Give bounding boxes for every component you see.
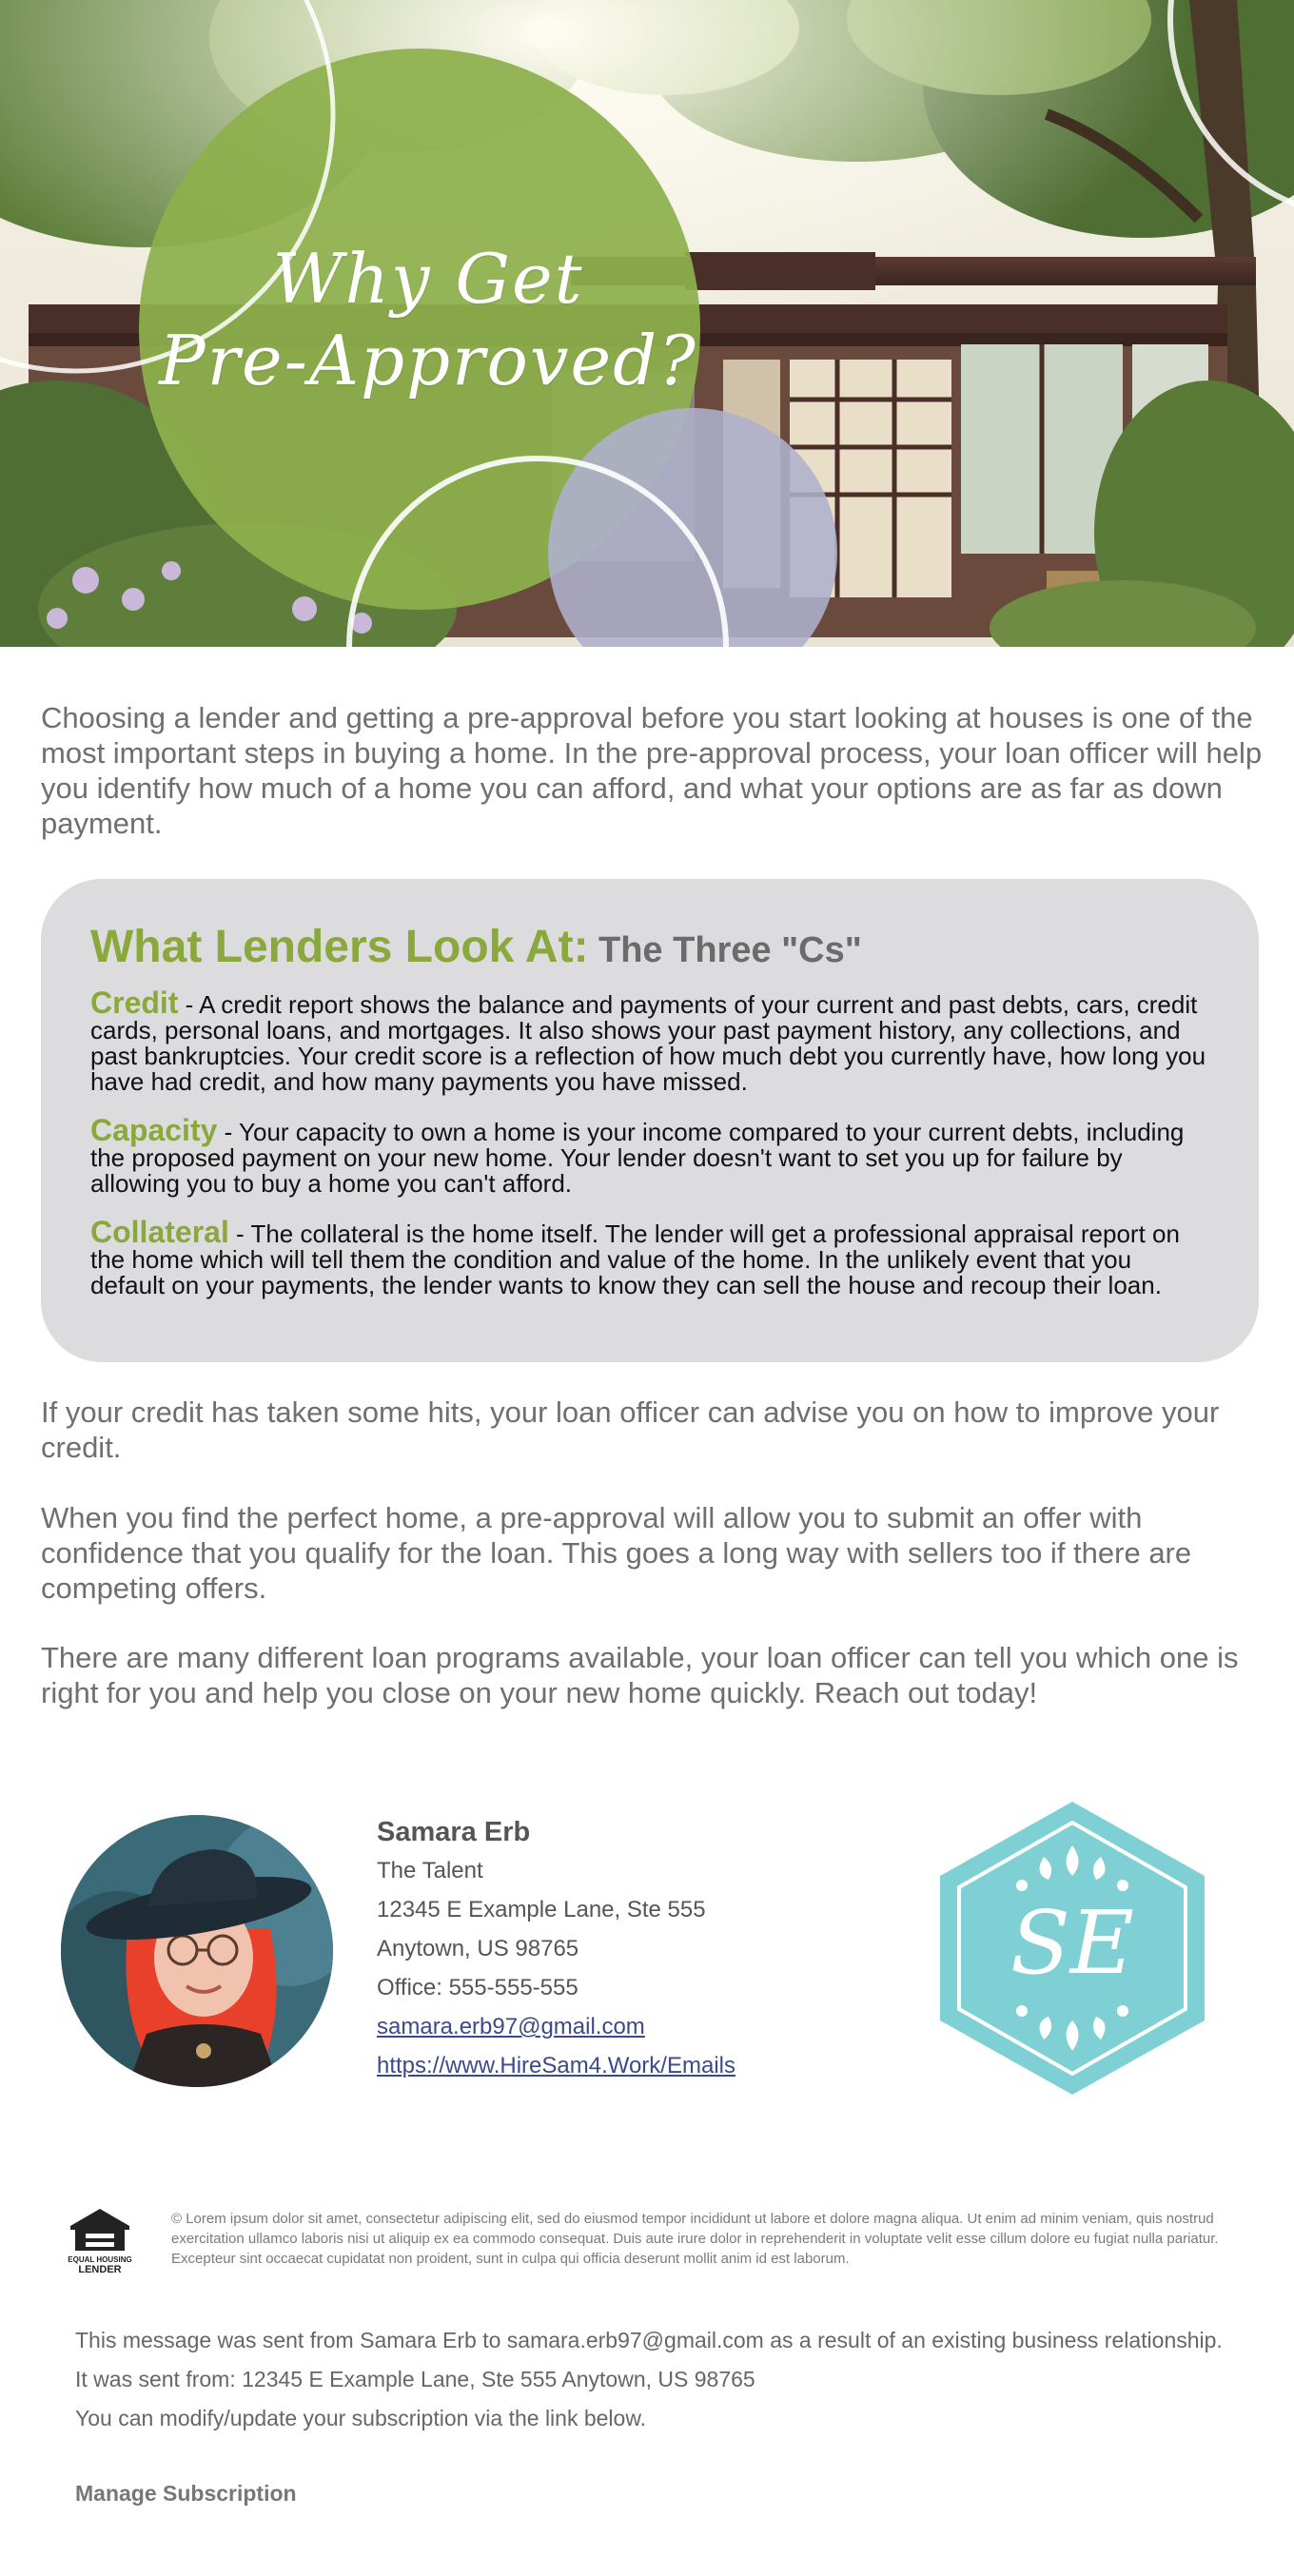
manage-subscription-link[interactable]: Manage Subscription bbox=[75, 2481, 297, 2506]
capacity-item bbox=[90, 1113, 1211, 1198]
three-cs-heading bbox=[90, 921, 1211, 973]
three-cs-subtitle: The Three "Cs" bbox=[598, 930, 862, 970]
footer-sent-line: This message was sent from Samara Erb to samara.erb97@gmail.com as a result of an existing business relationship. bbox=[75, 2328, 1223, 2352]
hero-banner bbox=[0, 0, 1294, 647]
contact-website-link[interactable]: https://www.HireSam4.Work/Emails bbox=[377, 2053, 735, 2078]
ehl-line1: EQUAL HOUSING bbox=[68, 2255, 132, 2264]
hero-title-line2: Pre-Approved? bbox=[159, 321, 697, 400]
contact-address-line1: 12345 E Example Lane, Ste 555 bbox=[377, 1897, 706, 1922]
avatar-photo bbox=[61, 1815, 333, 2087]
logo-monogram-text: SE bbox=[1010, 1892, 1135, 1994]
monogram-hexagon-logo bbox=[934, 1798, 1210, 2098]
collateral-text: - The collateral is the home itself. The lender will get a professional appraisal report on the home which will tell them the condition and value of the home. In the unlikely event that you default on your payments, the lender wants to know they can sell the house and recoup their loan. bbox=[90, 1220, 1180, 1299]
contact-address-line2: Anytown, US 98765 bbox=[377, 1936, 579, 1961]
capacity-term: Capacity bbox=[90, 1113, 218, 1147]
footer-modify-line: You can modify/update your subscription via the link below. bbox=[75, 2406, 647, 2430]
brand-logo bbox=[934, 1798, 1210, 2098]
contact-office-phone: Office: 555-555-555 bbox=[377, 1975, 578, 2000]
avatar bbox=[61, 1815, 333, 2087]
ehl-line2: LENDER bbox=[78, 2264, 122, 2275]
contact-name: Samara Erb bbox=[377, 1817, 531, 1847]
collateral-item bbox=[90, 1215, 1211, 1299]
credit-term: Credit bbox=[90, 986, 179, 1020]
intro-paragraph: Choosing a lender and getting a pre-approval before you start looking at houses is one of the most important steps in buying a home. In the pre-approval process, your loan officer will help you identify how much of a home you can afford, and what your options are as far as down payment. bbox=[41, 701, 1263, 840]
contact-email-link[interactable]: samara.erb97@gmail.com bbox=[377, 2014, 645, 2039]
footer-from-line: It was sent from: 12345 E Example Lane, Ste 555 Anytown, US 98765 bbox=[75, 2367, 755, 2391]
credit-item bbox=[90, 986, 1211, 1096]
offer-paragraph: When you find the perfect home, a pre-approval will allow you to submit an offer with confidence that you qualify for the loan. This goes a long way with sellers too if there are competing offers. bbox=[41, 1501, 1192, 1605]
contact-card bbox=[377, 1813, 872, 2085]
credit-advice-paragraph: If your credit has taken some hits, your loan officer can advise you on how to improve your credit. bbox=[41, 1395, 1220, 1464]
footer-notice bbox=[75, 2321, 1265, 2438]
hero-title-line1: Why Get bbox=[272, 239, 584, 319]
collateral-term: Collateral bbox=[90, 1215, 229, 1249]
credit-text: - A credit report shows the balance and payments of your current and past debts, cars, credit cards, personal loans, and mortgages. It also shows your past payment history, any collections, and past bankruptcies. Your credit score is a reflection of how much debt you currently have, how long you have had credit, and how many payments you have missed. bbox=[90, 990, 1206, 1096]
three-cs-title: What Lenders Look At: bbox=[90, 922, 589, 972]
capacity-text: - Your capacity to own a home is your income compared to your current debts, including the proposed payment on your new home. Your lender doesn't want to set you up for failure by allowing you to buy a home you can't afford. bbox=[90, 1118, 1185, 1198]
equal-housing-lender-icon bbox=[65, 2205, 135, 2275]
loan-programs-paragraph: There are many different loan programs available, your loan officer can tell you which one is right for you and help you close on your new home quickly. Reach out today! bbox=[41, 1641, 1239, 1709]
three-cs-box bbox=[41, 879, 1259, 1362]
hero-title bbox=[143, 238, 714, 401]
legal-disclaimer: © Lorem ipsum dolor sit amet, consectetur adipiscing elit, sed do eiusmod tempor incididunt ut labore et dolore magna aliqua. Ut enim ad minim veniam, quis nostrud exercitation ullamco laboris nisi ut aliquip ex ea commodo consequat. Duis aute irure dolor in reprehenderit in voluptate velit esse cillum dolore eu fugiat nulla pariatur. Excepteur sint occaecat cupidatat non proident, sunt in culpa qui officia deserunt mollit anim id est laborum. bbox=[171, 2211, 1219, 2267]
contact-title: The Talent bbox=[377, 1858, 483, 1883]
